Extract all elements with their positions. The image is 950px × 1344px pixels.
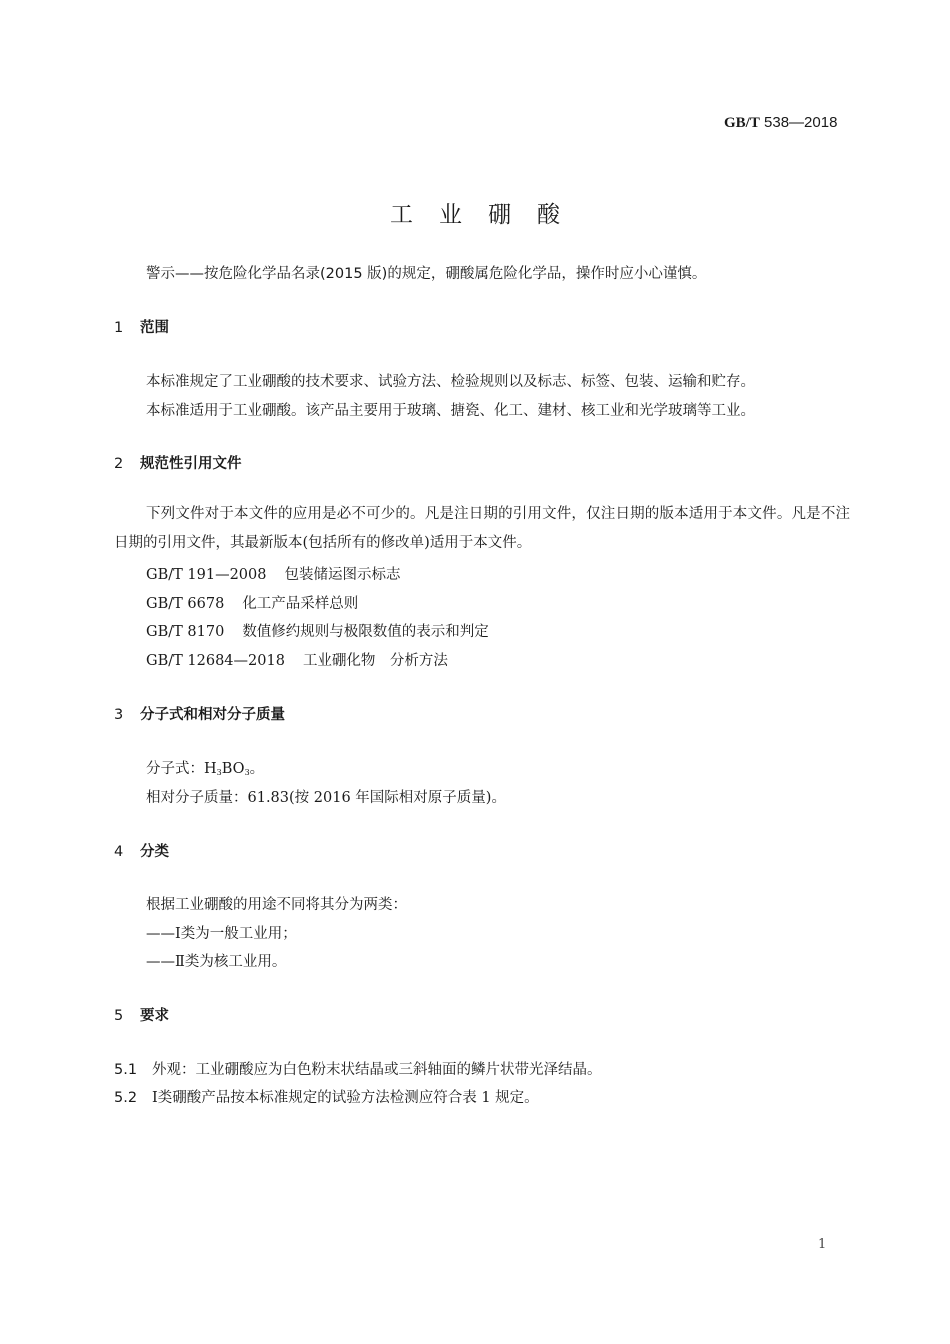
section-title: 范围 [140, 320, 169, 336]
warning-statement: 警示——按危险化学品名录(2015 版)的规定，硼酸属危险化学品，操作时应小心谨慎。 [146, 266, 707, 282]
section-number: 1 [114, 320, 124, 336]
clause-5-2 [114, 1086, 539, 1107]
scope-paragraph-2: 本标准适用于工业硼酸。该产品主要用于玻璃、搪瓷、化工、建材、核工业和光学玻璃等工业。 [146, 403, 755, 419]
section-1-heading [114, 316, 169, 337]
clause-5-1 [114, 1058, 602, 1079]
formula-bo: BO [221, 761, 245, 777]
reference-title: 包装储运图示标志 [284, 567, 401, 583]
reference-title: 工业硼化物 分析方法 [302, 653, 448, 669]
classification-item: ——Ⅱ类为核工业用。 [146, 954, 287, 970]
standard-number: 538—2018 [764, 114, 838, 131]
classification-intro: 根据工业硼酸的用途不同将其分为两类： [146, 897, 407, 913]
section-title: 分类 [140, 844, 169, 860]
section-number: 3 [114, 707, 124, 723]
section-2-heading [114, 452, 242, 473]
formula-end: 。 [249, 761, 265, 777]
formula-subscript: 3 [216, 768, 222, 777]
reference-code: GB/T 8170 [146, 624, 225, 640]
reference-title: 数值修约规则与极限数值的表示和判定 [242, 624, 489, 640]
reference-item [146, 620, 489, 641]
clause-text: Ⅰ类硼酸产品按本标准规定的试验方法检测应符合表 1 规定。 [152, 1090, 539, 1106]
standard-code [724, 114, 837, 132]
reference-code: GB/T 191—2008 [146, 567, 267, 583]
section-4-heading [114, 840, 169, 861]
section-number: 2 [114, 456, 124, 472]
section-3-heading [114, 703, 285, 724]
formula-label: 分子式： [146, 761, 204, 777]
reference-item [146, 563, 400, 584]
scope-paragraph-1: 本标准规定了工业硼酸的技术要求、试验方法、检验规则以及标志、标签、包装、运输和贮存。 [146, 374, 755, 390]
reference-code: GB/T 6678 [146, 596, 225, 612]
reference-item [146, 592, 358, 613]
section-title: 分子式和相对分子质量 [140, 707, 285, 723]
section-title: 要求 [140, 1008, 169, 1024]
clause-number: 5.1 [114, 1062, 138, 1078]
formula-subscript: 3 [244, 768, 250, 777]
references-intro: 下列文件对于本文件的应用是必不可少的。凡是注日期的引用文件，仅注日期的版本适用于本文件。凡是不注日期的引用文件，其最新版本(包括所有的修改单)适用于本文件。 [114, 506, 850, 551]
standard-prefix: GB/T [724, 115, 760, 131]
document-title: 工业硼酸 [390, 202, 586, 228]
classification-item: ——Ⅰ类为一般工业用； [146, 926, 297, 942]
reference-code: GB/T 12684—2018 [146, 653, 285, 669]
formula-h: H [204, 761, 217, 777]
relative-molecular-mass: 相对分子质量：61.83(按 2016 年国际相对原子质量)。 [146, 790, 506, 806]
section-number: 5 [114, 1008, 124, 1024]
section-number: 4 [114, 844, 124, 860]
section-title: 规范性引用文件 [140, 456, 242, 472]
clause-number: 5.2 [114, 1090, 138, 1106]
clause-text: 外观：工业硼酸应为白色粉末状结晶或三斜轴面的鳞片状带光泽结晶。 [152, 1062, 602, 1078]
section-5-heading [114, 1004, 169, 1025]
reference-title: 化工产品采样总则 [242, 596, 359, 612]
page-number: 1 [818, 1237, 827, 1252]
molecular-formula [146, 757, 264, 778]
reference-item [146, 649, 448, 670]
